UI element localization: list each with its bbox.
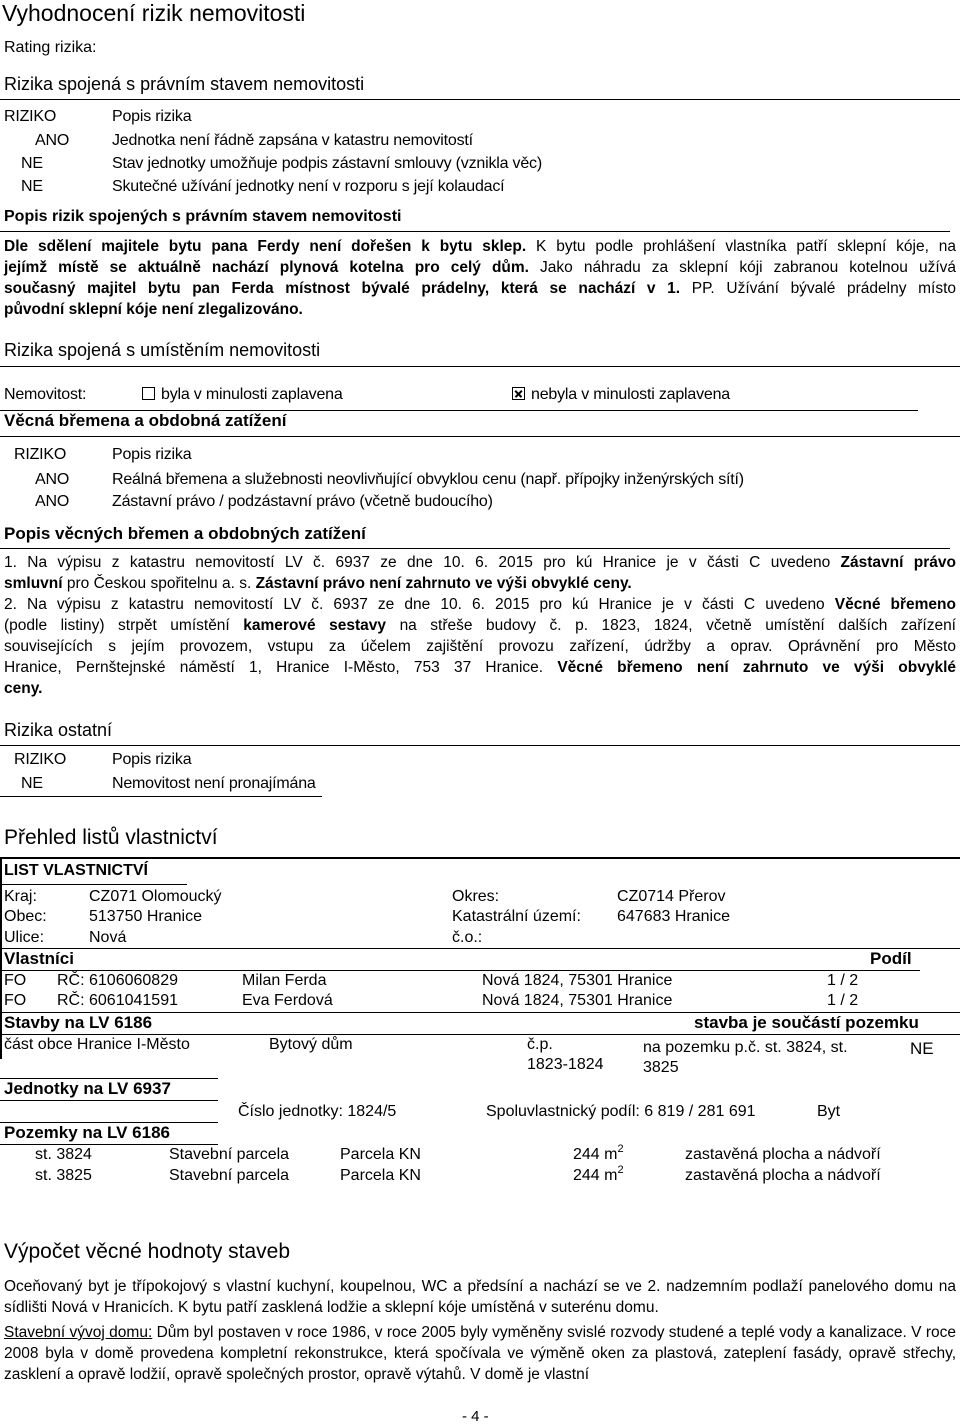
legal-desc-text [4,236,956,320]
obec-value: 513750 Hranice [89,908,202,925]
risk-desc: Jednotka není řádně zapsána v katastru nemovitostí [112,132,473,149]
obec-label: Obec: [4,908,47,925]
legal-desc-normal: K bytu podle prohlášení vlastníka patří sklepní kóje, na [536,238,956,255]
land-area [573,1143,624,1164]
legal-desc-bold: původní sklepní kóje není zlegalizováno. [4,301,303,318]
land-area-exponent: 2 [617,1143,624,1155]
owner-address: Nová 1824, 75301 Hranice [482,972,673,989]
divider [0,796,322,797]
burden-text: souvisejících s jejím provozem, vstupu za účelem zajištění provozu zařízení, údržby a oprav. Oprávnění pro Město [4,638,956,655]
property-label: Nemovitost: [4,386,87,403]
land-use: zastavěná plocha a nádvoří [685,1167,881,1184]
buildings-label: Stavby na LV 6186 [4,1013,153,1032]
ownership-box-title: LIST VLASTNICTVÍ [4,862,148,879]
valuation-heading: Výpočet věcné hodnoty staveb [4,1240,291,1263]
flood-option-1-label: byla v minulosti zaplavena [161,386,343,403]
burden-text-bold: Věcné břemeno [834,596,956,613]
location-risks-heading: Rizika spojená s umístěním nemovitosti [4,340,321,360]
owner-name: Eva Ferdová [242,992,333,1009]
valuation-p2-label: Stavební vývoj domu: [4,1324,153,1341]
other-risks-heading: Rizika ostatní [4,720,113,740]
okres-value: CZ0714 Přerov [617,888,726,905]
divider [0,1100,218,1101]
divider [0,948,960,949]
divider [0,1144,218,1145]
building-kind: Bytový dům [269,1036,353,1053]
flood-option-2[interactable] [512,386,730,404]
co-label: č.o.: [452,929,483,946]
owner-rc: RČ: 6061041591 [57,992,178,1009]
owner-type: FO [4,972,27,989]
burden-text: 2. Na výpisu z katastru nemovitostí LV č. 6937 ze dne 10. 6. 2015 pro kú Hranice je v části C uvedeno [4,596,825,613]
divider [0,99,960,100]
checkbox-unchecked-icon[interactable] [142,387,155,400]
ulice-label: Ulice: [4,929,45,946]
burden-text: (podle listiny) strpět umístění [4,617,230,634]
risk-desc: Reálná břemena a služebnosti neovlivňující obvyklou cenu (např. přípojky inženýrských sítí) [112,471,744,488]
land-area-exponent: 2 [617,1164,624,1176]
divider [0,366,960,367]
building-cp-label: č.p. [527,1036,553,1053]
buildings-part-label: stavba je součástí pozemku [694,1013,919,1032]
col-header-risk: RIZIKO [14,751,67,768]
burden-text-bold: kamerové sestavy [243,617,387,634]
risk-desc: Nemovitost není pronajímána [112,775,316,792]
share-label: Podíl [870,949,912,968]
land-type: Stavební parcela [169,1146,290,1163]
owner-share: 1 / 2 [827,972,859,989]
building-part: část obce Hranice I-Město [4,1036,190,1053]
burden-text-bold: smluvní [4,575,63,592]
unit-share: Spoluvlastnický podíl: 6 819 / 281 691 [486,1103,756,1120]
checkbox-checked-icon[interactable] [512,387,525,400]
rating-label: Rating rizika: [4,39,97,56]
burden-text: pro Českou spořitelnu a. s. [66,575,252,592]
box-border [0,857,2,1059]
land-area-value: 244 m [573,1167,618,1184]
land-area [573,1164,624,1185]
land-kn: Parcela KN [340,1167,421,1184]
risk-desc: Stav jednotky umožňuje podpis zástavní smlouvy (vznikla věc) [112,155,542,172]
col-header-desc: Popis rizika [112,446,192,463]
col-header-desc: Popis rizika [112,751,192,768]
risk-value: NE [21,155,43,172]
risk-value: ANO [35,132,70,149]
divider [0,884,187,885]
building-on-land: na pozemku p.č. st. 3824, st. [643,1039,848,1056]
owner-name: Milan Ferda [242,972,327,989]
units-label: Jednotky na LV 6937 [4,1079,171,1098]
valuation-p2 [4,1322,956,1385]
valuation-p2-text: Dům byl postaven v roce 1986, v roce 2005 byly vyměněny svislé rozvody studené a teplé vody a kanalizace. V roce 2008 byla v domě provedena kompletní rekonstrukce, která spočívala ve výměně oken za plastová, zateplení fasády, opravě střechy, zasklení a opravě lodžií, opravě společných prostor, opravě výtahů. V domě je vlastní [4,1324,956,1383]
divider [0,231,950,232]
divider [0,857,960,859]
divider [0,970,920,971]
ownership-heading: Přehled listů vlastnictví [4,826,218,849]
legal-risks-heading: Rizika spojená s právním stavem nemovitosti [4,74,365,94]
legal-desc-heading: Popis rizik spojených s právním stavem nemovitosti [4,208,402,225]
burden-text-bold: Zástavní právo není zahrnuto ve výši obvyklé ceny. [255,575,632,592]
legal-desc-normal: PP. Užívání bývalé prádelny místo [691,280,957,297]
owner-rc: RČ: 6106060829 [57,972,178,989]
land-kn: Parcela KN [340,1146,421,1163]
building-on-land-2: 3825 [643,1059,679,1076]
flood-option-2-label: nebyla v minulosti zaplavena [531,386,730,403]
risk-value: NE [21,178,43,195]
page-title: Vyhodnocení rizik nemovitosti [2,0,306,26]
burden-text-bold: Zástavní právo [840,554,956,571]
col-header-risk: RIZIKO [14,446,67,463]
flood-option-1[interactable] [142,386,343,404]
building-cp: 1823-1824 [527,1056,604,1073]
risk-value: ANO [35,471,70,488]
burdens-desc-text [4,552,956,699]
owners-label: Vlastníci [4,949,74,968]
page-number: - 4 - [462,1408,489,1425]
risk-value: NE [21,775,43,792]
land-id: st. 3825 [35,1167,92,1184]
legal-desc-bold: současný majitel bytu pan Ferda místnost bývalé prádelny, která se nachází v 1. [4,280,681,297]
legal-desc-normal: Jako náhradu za sklepní kóji zabranou kotelnou užívá [540,259,957,276]
owner-share: 1 / 2 [827,992,859,1009]
kraj-label: Kraj: [4,888,37,905]
unit-kind: Byt [817,1103,841,1120]
building-is-part: NE [910,1039,934,1058]
ulice-value: Nová [89,929,127,946]
kraj-value: CZ071 Olomoucký [89,888,222,905]
burdens-heading: Věcná břemena a obdobná zatížení [4,411,287,430]
col-header-risk: RIZIKO [4,108,57,125]
divider [0,745,960,746]
divider [0,436,960,437]
risk-value: ANO [35,493,70,510]
ku-value: 647683 Hranice [617,908,730,925]
land-use: zastavěná plocha a nádvoří [685,1146,881,1163]
land-id: st. 3824 [35,1146,92,1163]
okres-label: Okres: [452,888,500,905]
divider [0,548,950,549]
burden-text-bold: ceny. [4,680,43,697]
ku-label: Katastrální území: [452,908,581,925]
unit-number: Číslo jednotky: 1824/5 [238,1103,397,1120]
legal-desc-bold: jejímž místě se aktuálně nachází plynová kotelna pro celý dům. [4,259,529,276]
burden-text: na střeše budovy č. p. 1823, 1824, včetně umístění dalších zařízení [399,617,956,634]
col-header-desc: Popis rizika [112,108,192,125]
owner-type: FO [4,992,27,1009]
burden-text: 1. Na výpisu z katastru nemovitostí LV č. 6937 ze dne 10. 6. 2015 pro kú Hranice je v části C uvedeno [4,554,831,571]
valuation-p1: Oceňovaný byt je třípokojový s vlastní kuchyní, koupelnou, WC a předsíní a nachází se ve 2. nadzemním podlaží panelového domu na sídlišti Nová v Hranicích. K bytu patří zasklená lodžie a sklepní kóje umístěná v suterénu domu. [4,1278,956,1316]
land-type: Stavební parcela [169,1167,290,1184]
risk-desc: Skutečné užívání jednotky není v rozporu s její kolaudací [112,178,505,195]
risk-desc: Zástavní právo / podzástavní právo (včetně budoucího) [112,493,493,510]
land-area-value: 244 m [573,1146,618,1163]
burden-text: Hranice, Pernštejnské náměstí 1, Hranice I-Město, 753 37 Hranice. [4,659,544,676]
owner-address: Nová 1824, 75301 Hranice [482,992,673,1009]
burdens-desc-heading: Popis věcných břemen a obdobných zatížení [4,524,366,543]
divider [0,1034,960,1035]
burden-text-bold: Věcné břemeno není zahrnuto ve výši obvyklé [557,659,957,676]
lands-label: Pozemky na LV 6186 [4,1123,170,1142]
legal-desc-bold: Dle sdělení majitele bytu pana Ferdy není dořešen k bytu sklep. [4,238,527,255]
